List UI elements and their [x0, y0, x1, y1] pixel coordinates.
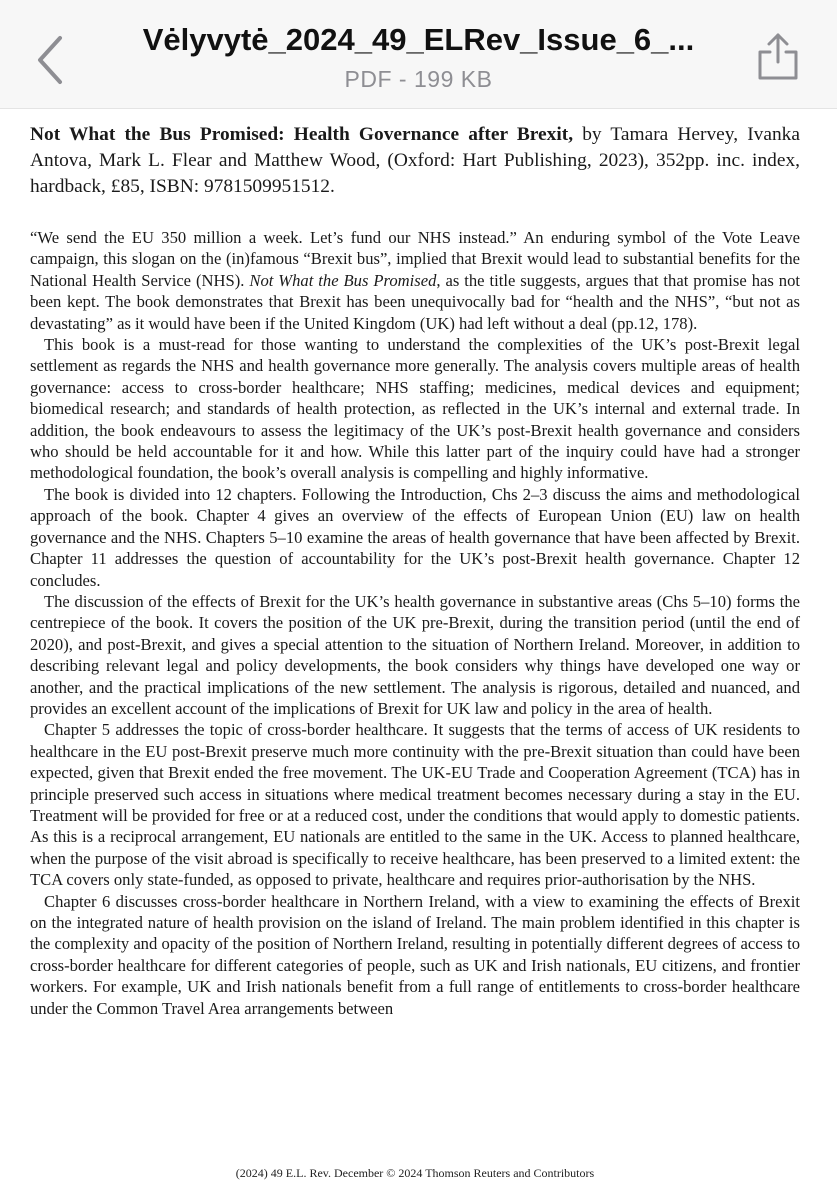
paragraph: Chapter 5 addresses the topic of cross-border healthcare. It suggests that the terms of access of UK residents to healthcare in the EU post-Brexit preserve much more continuity with the pre-Brexit situation than could have been expected, given that Brexit ended the free movement. The UK-EU Trade and Cooperation Agreement (TCA) has in principle preserved such access in situations where medical treatment becomes necessary during a stay in the EU. Treatment will be provided for free or at a reduced cost, under the conditions that would apply to domestic patients. As this is a reciprocal arrangement, EU nationals are entitled to the same in the UK. Access to planned healthcare, when the purpose of the visit abroad is specifically to receive healthcare, has been preserved to a limited extent: the TCA covers only state-funded, as opposed to private, healthcare and requires prior-authorisation by the NHS.: [30, 720, 800, 890]
review-body: [30, 227, 800, 1019]
pdf-page: [30, 108, 800, 1200]
share-icon: [752, 30, 804, 86]
paragraph: This book is a must-read for those wanting to understand the complexities of the UK’s post-Brexit legal settlement as regards the NHS and health governance more generally. The analysis covers multiple areas of health governance: access to cross-border healthcare; NHS staffing; medicines, medical devices and equipment; biomedical research; and standards of health protection, as reflected in the UK’s internal and external trade. In addition, the book endeavours to assess the legitimacy of the UK’s post-Brexit health governance and considers who should be held accountable for it and how. While this latter part of the inquiry could have had a stronger methodological foundation, the book’s overall analysis is compelling and highly informative.: [30, 335, 800, 483]
page-footer: (2024) 49 E.L. Rev. December © 2024 Thomson Reuters and Contributors: [235, 1166, 595, 1180]
share-button[interactable]: [752, 30, 804, 86]
paragraph-text: “We send the EU 350 million a week. Let’s fund our NHS instead.” An enduring symbol of the Vote Leave campaign, this slogan on the (in)famous “Brexit bus”, implied that Brexit would lead to substantial benefits for the National Health Service (NHS).: [30, 228, 800, 290]
book-title: Not What the Bus Promised: Health Governance after Brexit,: [30, 124, 574, 145]
document-title: Vėlyvytė_2024_49_ELRev_Issue_6_...: [142, 22, 695, 57]
paragraph: The book is divided into 12 chapters. Following the Introduction, Chs 2–3 discuss the aims and methodological approach of the book. Chapter 4 gives an overview of the effects of European Union (EU) law on health governance and the NHS. Chapters 5–10 examine the areas of health governance that have been affected by Brexit. Chapter 11 addresses the question of accountability for the UK’s post-Brexit health governance. Chapter 12 concludes.: [30, 484, 800, 590]
back-button[interactable]: [30, 32, 70, 88]
top-bar: [0, 0, 837, 109]
paragraph: Chapter 6 discusses cross-border healthcare in Northern Ireland, with a view to examining the effects of Brexit on the integrated nature of health provision on the island of Ireland. The main problem identified in this chapter is the complexity and opacity of the position of Northern Ireland, resulting in potentially different degrees of access to cross-border healthcare for different categories of people, such as UK and Irish nationals, EU citizens, and frontier workers. For example, UK and Irish nationals benefit from a full range of entitlements to cross-border healthcare under the Common Travel Area arrangements between: [30, 891, 800, 1018]
review-heading: [30, 122, 800, 200]
chevron-left-icon: [30, 32, 70, 88]
italic-title: Not What the Bus Promised: [249, 270, 437, 290]
paragraph: The discussion of the effects of Brexit for the UK’s health governance in substantive areas (Chs 5–10) forms the centrepiece of the book. It covers the position of the UK pre-Brexit, during the transition period (until the end of 2020), and post-Brexit, and gives a special attention to the situation of Northern Ireland. Moreover, in addition to describing relevant legal and policy developments, the book considers why things have developed one way or another, and the practical implications of the new settlement. The analysis is rigorous, detailed and nuanced, and provides an excellent account of the implications of Brexit for UK law and policy in the area of health.: [30, 591, 800, 718]
book-citation: by Tamara Hervey, Ivanka Antova, Mark L. Flear and Matthew Wood, (Oxford: Hart Publishing, 2023), 352pp. inc. index, hardback, £85, ISBN: 9781509951512.: [30, 124, 800, 197]
paragraph-text: , as the title suggests, argues that that promise has not been kept. The book demonstrates that Brexit has been unequivocally bad for “health and the NHS”, “but not as devastating” as it would have been if the United Kingdom (UK) had left without a deal (pp.12, 178).: [30, 270, 800, 333]
paragraph: [30, 227, 800, 334]
document-meta: PDF - 199 KB: [344, 66, 493, 92]
